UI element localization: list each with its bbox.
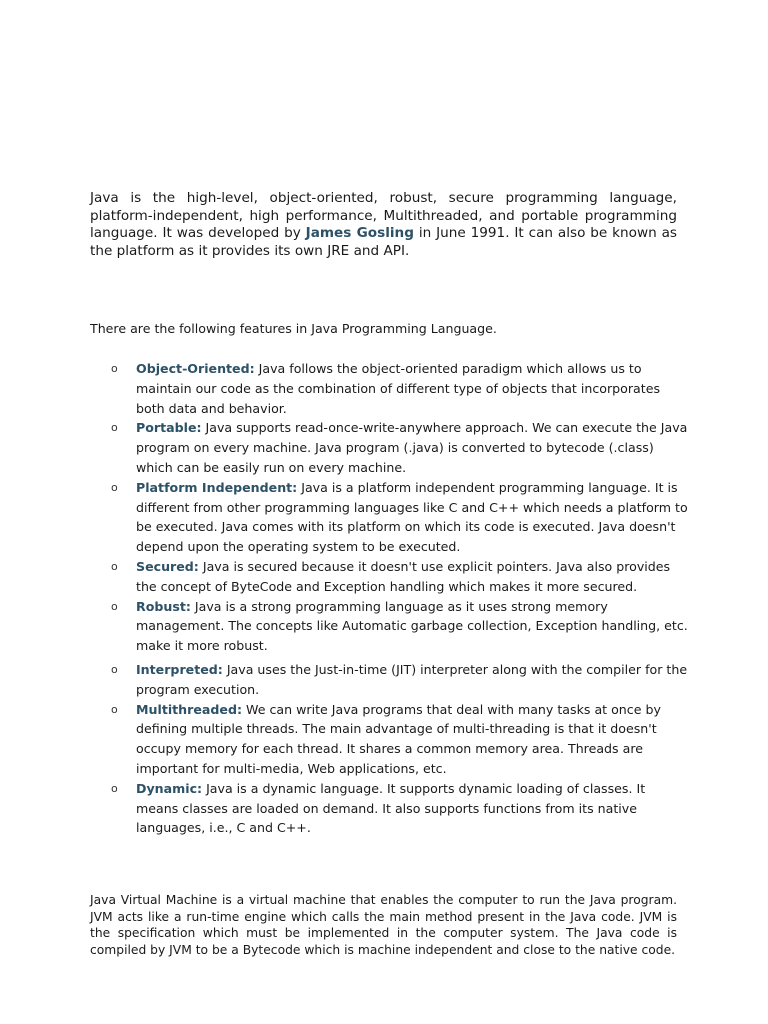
list-item (90, 478, 690, 557)
feature-term: Secured: (136, 558, 199, 574)
list-item (90, 597, 690, 656)
feature-term: Robust: (136, 598, 191, 614)
list-item (90, 418, 690, 477)
feature-term: Portable: (136, 420, 202, 436)
feature-term: Platform Independent: (136, 479, 298, 495)
feature-text: Java supports read-once-write-anywhere approach. We can execute the Java program on every machine. Java program (.java) is converted to bytecode (.class) which can be easily run on every machine. (136, 420, 688, 475)
bullet-icon: o (111, 599, 118, 613)
bullet-icon: o (111, 702, 118, 716)
feature-text: Java uses the Just-in-time (JIT) interpreter along with the compiler for the program execution. (136, 661, 688, 697)
feature-text: Java is secured because it doesn't use explicit pointers. Java also provides the concept of ByteCode and Exception handling which makes it more secured. (136, 558, 671, 594)
intro-text-before: Java is the high-level, object-oriented, robust, secure programming language, platform-independent, high performance, Multithreaded, and portable programming language. It was developed by (90, 190, 677, 241)
bullet-icon: o (111, 480, 118, 494)
feature-term: Interpreted: (136, 661, 223, 677)
list-item (90, 700, 690, 779)
feature-list (90, 359, 690, 838)
bullet-icon: o (111, 781, 118, 795)
feature-term: Object-Oriented: (136, 361, 255, 376)
james-gosling-link[interactable]: James Gosling (305, 225, 414, 241)
feature-term: Multithreaded: (136, 701, 242, 717)
features-intro: There are the following features in Java Programming Language. (90, 321, 497, 336)
bullet-icon: o (111, 662, 118, 676)
bullet-icon: o (111, 421, 118, 435)
feature-text: Java is a platform independent programming language. It is different from other programming languages like C and C++ which needs a platform to be executed. Java comes with its platform on which its code is executed. Java doesn't depend upon the operating system to be executed. (136, 479, 688, 555)
feature-text: We can write Java programs that deal with many tasks at once by defining multiple threads. The main advantage of multi-threading is that it doesn't occupy memory for each thread. It shares a common memory area. Threads are important for multi-media, Web applications, etc. (136, 701, 661, 776)
bullet-icon: o (111, 559, 118, 573)
bullet-icon: o (111, 362, 118, 375)
feature-text: Java follows the object-oriented paradigm which allows us to maintain our code as the combination of different type of objects that incorporates both data and behavior. (136, 361, 661, 416)
feature-term: Dynamic: (136, 780, 203, 796)
feature-text: Java is a dynamic language. It supports dynamic loading of classes. It means classes are loaded on demand. It also supports functions from its native languages, i.e., C and C++. (136, 780, 646, 836)
intro-paragraph (90, 190, 677, 260)
feature-text: Java is a strong programming language as it uses strong memory management. The concepts like Automatic garbage collection, Exception handling, etc. make it more robust. (136, 598, 688, 654)
jvm-paragraph: Java Virtual Machine is a virtual machine that enables the computer to run the Java program. JVM acts like a run-time engine which calls the main method present in the Java code. JVM is the specification which must be implemented in the computer system. The Java code is compiled by JVM to be a Bytecode which is machine independent and close to the native code. (90, 893, 677, 957)
intro-text-after: in June 1991. It can also be known as the platform as it provides its own JRE and API. (90, 225, 677, 259)
list-item (90, 779, 690, 838)
list-item (90, 359, 690, 418)
list-item (90, 660, 690, 700)
list-item (90, 557, 690, 597)
